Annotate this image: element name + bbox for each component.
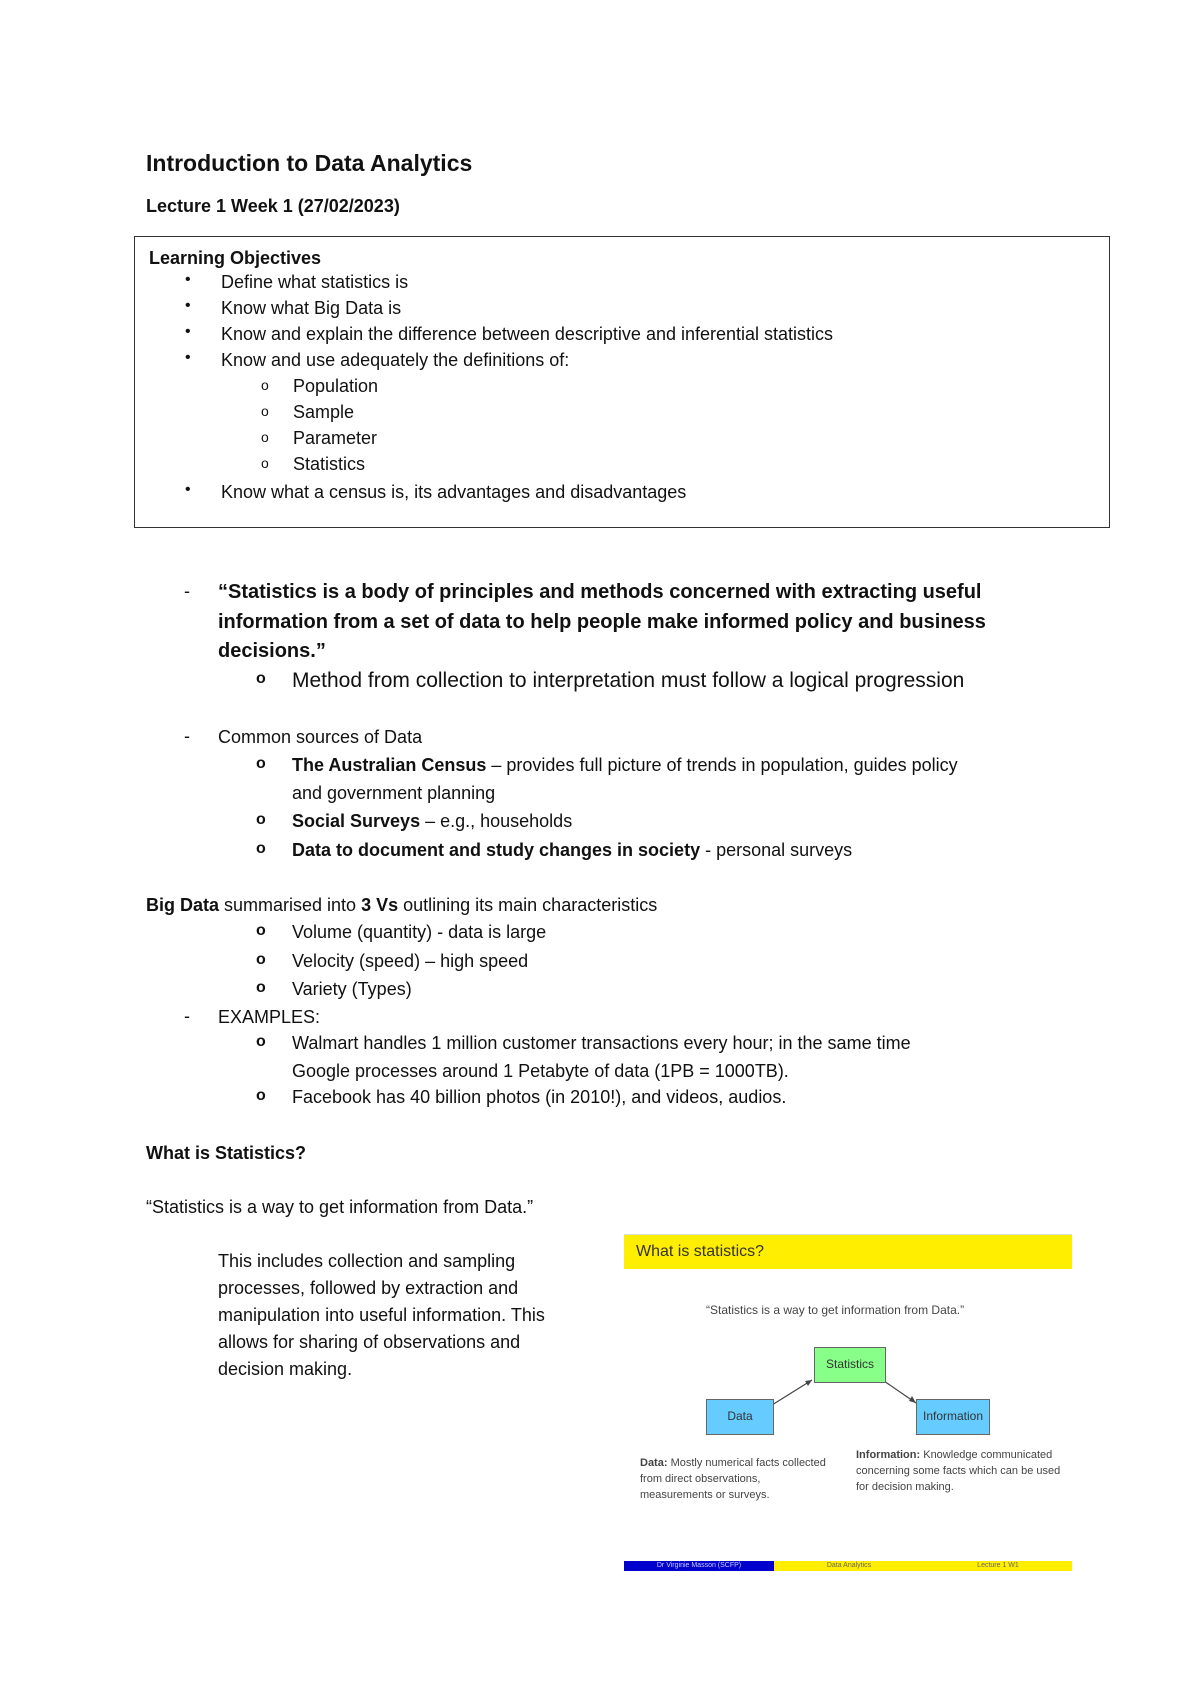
source-label: Social Surveys <box>292 811 421 831</box>
source-text: – provides full picture of trends in population, guides policy <box>486 755 958 775</box>
slide-quote: “Statistics is a way to get information from Data.” <box>706 1303 965 1317</box>
slide-title: What is statistics? <box>636 1243 765 1260</box>
bigdata-intro <box>146 894 657 916</box>
arrow-data-to-statistics <box>772 1380 812 1405</box>
statistics-box: Statistics <box>814 1347 886 1383</box>
section-heading: What is Statistics? <box>146 1143 307 1163</box>
quote-line: information from a set of data to help people make informed policy and business <box>218 611 986 633</box>
bigdata-mid: summarised into <box>219 895 362 915</box>
objective-item: Know what Big Data is <box>221 298 402 318</box>
sub-bullet-icon: o <box>256 670 266 687</box>
arrowhead-icon <box>805 1380 812 1386</box>
objective-sub-item: Sample <box>293 402 355 422</box>
bullet-icon: • <box>185 271 191 288</box>
information-description <box>856 1447 1062 1495</box>
dash-marker: - <box>184 726 190 746</box>
paragraph-line: decision making. <box>218 1359 353 1379</box>
example-item: Facebook has 40 billion photos (in 2010!), and videos, audios. <box>292 1087 787 1107</box>
source-item-continued: and government planning <box>292 783 496 803</box>
paragraph-line: allows for sharing of observations and <box>218 1332 521 1352</box>
sources-heading: Common sources of Data <box>218 727 423 747</box>
data-box: Data <box>706 1399 774 1435</box>
example-item: Walmart handles 1 million customer transactions every hour; in the same time <box>292 1033 911 1053</box>
bigdata-v-item: Volume (quantity) - data is large <box>292 922 547 942</box>
arrowhead-icon <box>909 1396 916 1403</box>
learning-objectives-box <box>134 236 1110 528</box>
objectives-heading: Learning Objectives <box>149 248 322 268</box>
bigdata-vs: 3 Vs <box>361 895 399 915</box>
sub-bullet-icon: o <box>256 840 266 857</box>
objective-item: Know and use adequately the definitions of: <box>221 350 570 370</box>
footer-course: Data Analytics <box>774 1561 924 1571</box>
sub-bullet-icon: o <box>261 429 269 445</box>
paragraph-line: processes, followed by extraction and <box>218 1278 519 1298</box>
source-item <box>292 839 852 861</box>
sub-bullet-icon: o <box>256 979 266 996</box>
source-item <box>292 754 958 776</box>
sub-bullet-icon: o <box>261 377 269 393</box>
lecture-slide-image <box>624 1234 1072 1571</box>
info-desc-label: Information: <box>856 1449 921 1461</box>
document-title: Introduction to Data Analytics <box>146 150 473 176</box>
objective-item: Know what a census is, its advantages and disadvantages <box>221 482 687 502</box>
objective-sub-item: Population <box>293 376 379 396</box>
bullet-icon: • <box>185 297 191 314</box>
footer-lecture: Lecture 1 W1 <box>924 1561 1072 1571</box>
source-text: – e.g., households <box>420 811 573 831</box>
sub-bullet-icon: o <box>256 1033 266 1050</box>
bigdata-v-item: Variety (Types) <box>292 979 412 999</box>
examples-heading: EXAMPLES: <box>218 1007 321 1027</box>
sub-bullet-icon: o <box>261 403 269 419</box>
data-desc-text: Mostly numerical facts collected from direct observations, measurements or surveys. <box>640 1457 826 1501</box>
sub-bullet-icon: o <box>256 811 266 828</box>
bullet-icon: • <box>185 481 191 498</box>
bigdata-rest: outlining its main characteristics <box>398 895 658 915</box>
source-text: - personal surveys <box>700 840 853 860</box>
quote-line: decisions.” <box>218 640 326 662</box>
info-desc-text: Knowledge communicated concerning some facts which can be used for decision making. <box>856 1449 1061 1493</box>
statistics-quote: “Statistics is a way to get information from Data.” <box>146 1197 534 1217</box>
diagram-arrows <box>624 1235 1072 1571</box>
objective-item: Define what statistics is <box>221 272 409 292</box>
objective-item: Know and explain the difference between descriptive and inferential statistics <box>221 324 834 344</box>
source-label: The Australian Census <box>292 755 487 775</box>
bigdata-label: Big Data <box>146 895 220 915</box>
bullet-icon: • <box>185 323 191 340</box>
bullet-icon: • <box>185 349 191 366</box>
dash-marker: - <box>184 581 190 601</box>
slide-footer <box>624 1561 1072 1571</box>
data-desc-label: Data: <box>640 1457 668 1469</box>
information-box: Information <box>916 1399 990 1435</box>
data-description <box>640 1455 836 1503</box>
paragraph-line: This includes collection and sampling <box>218 1251 516 1271</box>
example-item-continued: Google processes around 1 Petabyte of data (1PB = 1000TB). <box>292 1061 789 1081</box>
quote-line: “Statistics is a body of principles and methods concerned with extracting useful <box>218 581 982 603</box>
sub-bullet-icon: o <box>256 922 266 939</box>
bigdata-v-item: Velocity (speed) – high speed <box>292 951 529 971</box>
objective-sub-item: Parameter <box>293 428 378 448</box>
source-label: Data to document and study changes in society <box>292 840 701 860</box>
sub-bullet-icon: o <box>256 951 266 968</box>
sub-bullet-icon: o <box>256 755 266 772</box>
dash-marker: - <box>184 1006 190 1026</box>
footer-author: Dr Virginie Masson (SCFP) <box>624 1561 774 1571</box>
paragraph-line: manipulation into useful information. This <box>218 1305 545 1325</box>
lecture-subtitle: Lecture 1 Week 1 (27/02/2023) <box>146 196 400 216</box>
sub-bullet-icon: o <box>256 1087 266 1104</box>
sub-bullet-icon: o <box>261 455 269 471</box>
objective-sub-item: Statistics <box>293 454 366 474</box>
source-item <box>292 810 572 832</box>
quote-sub-point: Method from collection to interpretation must follow a logical progression <box>292 669 965 692</box>
